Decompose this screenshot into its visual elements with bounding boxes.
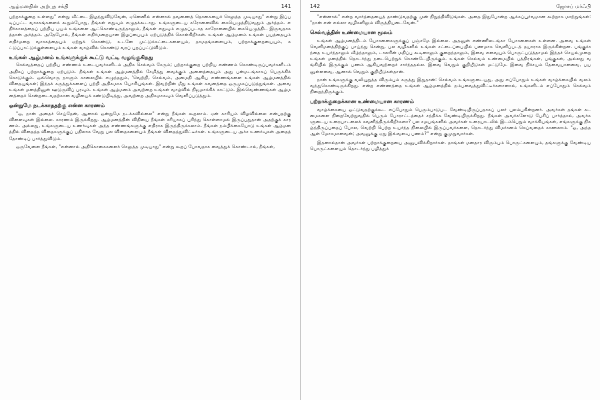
left-paragraph-4: ஒருவேளை நீங்கள், "என்னால் அதிகொகைகளைச் செலுத்த முடியாது" என்று கூறப் போவதாக வைத்துக் கொண்டால், நீங்கள், [16,144,275,150]
left-heading-1: உங்கள் ஆழ்மனம் உங்களுக்குக் கூட்டு வட்டி வழங்குகிறது [9,54,154,61]
left-paragraph-3: "ஒ, நான் அதைச் செய்தேன், ஆனால் ஒன்றுமே நடக்கவில்லை" என்று நீங்கள் கூறலாம். ஏன் காரியம் விழவில்லை என்பதற்கு விளைவுகள் இல்லை. காரணம் இருக்கிறது. ஆழ்மனத்தின் விதியை நீங்கள் சரியாகப் புரிந்து கொள்ளாமல் இருப்பதுதான் அதற்குக் காரணம். அல்லது, உங்களுடைய உணர்வுகள் அந்த எண்ணங்களுக்கு எதிராக இருந்திருக்கலாம். நீங்கள் நம்பிக்கையோடு உங்கள் ஆழ்மனத்தில் விதைத்த விதைகளுக்குப் பதிலாக வேறு பல விதைகளையும் நீங்கள் விதைத்துவிட்டீர்கள். உங்களுடைய அச்ச உணர்வுகள் அதைத் தோண்டிப் பார்த்துவிடும். [9,111,291,142]
left-paragraph-2: செல்வத்தைப் பற்றிய எண்ணம் உடையவர்களிடம் அதிக செல்வம் சேரும்; பற்றாக்குறை பற்றிய எண்ணம் கொண்டிருப்பவர்களிடம் அதிகப் பற்றாக்குறை ஏற்படும். நீங்கள் உங்கள் ஆழ்மனத்தில் சேமித்து வைக்கும் அனைத்தையும் அது பன்மடங்காகப் பெருக்கிக் கொடுக்கும். ஒவ்வொரு நாளும் காலையில் எழுந்ததும், 'வெற்றி, செல்வம், அமைதி ஆகிய எண்ணங்களை உங்கள் ஆழ்மனத்தில் விதையுங்கள்; இந்தக் கருத்துக்களைப் பற்றி அதிகமாக யோசியுங்கள். இவற்றின் மீது உங்கள் கவனத்தை ஒருமுகப்படுத்துங்கள். அவை உங்கள் மனத்தினுள் ஊடுருவிப் பரவும். உங்கள் ஆழ்மனம் அவற்றை உங்கள் வாழ்வில் நிஜமாக்கிக் காட்டும். இவ்வெண்ணங்கள் ஆழ்மனத்தைச் சென்றடைவதற்கான வழியைக் கண்டுபிடித்து, அவற்றை அதிகமாகவும் வெளிப்படுத்தும். [9,63,291,100]
right-paragraph-5: இதனால்தான் அவர்கள் பற்றாக்குறையை அனுபவிக்கிறார்கள். தாங்கள் மனதார விரும்பும் பொருட்களையும், தங்களுக்கு வேண்டிய பொருட்களையும் தொடர்ந்து பழித்துக் [310,140,591,152]
left-heading-2: ஒன்றுமே நடக்காததற்கு என்ன காரணம் [9,103,105,110]
left-paragraph-1: பற்றாக்குறை உள்ளது" என்று வீட்டை இழந்துவிடுவேன், ஏனெனில் என்னால் தவணைத் தொகையைச் செலுத்த முடியாது" என்று இப்படிப்பட்ட வாசகங்களைக் கூறும்போது, நீங்கள் எதுவும் எழுதக்கூடாது. உங்களுடைய கரோனைவில் கையெழுத்திடுவதும் அர்த்தம். எதிர்காலத்தைப் பற்றிய பயம் உங்களை ஆட்கொண்டிருந்தாலும், நீங்கள் எதுவும் எழுதப்படாத காரோனையில் கையெழுத்திட இருவதாகத்தான் அர்த்தம். அதேபோல், நீங்கள் எதிர்மறையான இழப்பையும் ஏற்படுத்திக் கொள்கிறீர்கள். உங்கள் ஆழ்மனம் உங்கள் பயத்தையும் எதிர்மறை வாசகத்தையும் ஏற்றுக் கொண்டு, உடனே முட்டுக்கட்டைகளையும், தாமதங்களையும், பற்றாக்குறையையும், கட்டுப்பாட்டுக்குள்ளையும் உங்கள் வாழ்வில் கொண்டு வரப் புறப்பட்டுவிடும். [9,15,291,51]
right-page [300,0,600,400]
right-paragraph-2: உங்கள் ஆழ்மனத்திடம் யோசனைகளுக்குப் பஞ்சமே இல்லை. அதனுள் எண்ணிலடங்கா யோசனைகள் உள்ளன. அவை உங்கள் வெளிமனத்திற்குப் பாய்ந்து சென்று, பல வழிகளில் உங்கள் சட்டைப்பையில் பணமாக வெளிப்படத் தயாராக இருக்கின்றன. பங்குச்சந்தை உயர்ந்தாலும் வீழ்ந்தாலும், டாலரின் மதிப்பு கூடினாலும் குறைந்தாலும், இவை எவையும் பொருட்படுத்தாமல் இந்தச் செயல்முறை உங்கள் மனத்தில் தொடர்ந்து நடைபெற்றுக் கொண்டேயிருக்கும். உங்கள் செல்வம் உண்மையில் பத்திரங்கள், பங்குகள், அல்லது வங்கியில் இருக்கும் பணம் ஆகியவற்றைச் சார்ந்ததல்ல. இவை வெறும் குறியீடுகள் மட்டுமே. இவை நிச்சயம் தேவையானவை, பயனுள்ளவை, ஆனால் வெறும் குறியீடுகள்தான். [310,38,591,75]
right-paragraph-3: நான் உங்களுக்கு வலியுறுத்த விரும்பும் கருத்து இதுதான்: செல்வம் உங்களுடையது, அது எப்போதும் உங்கள் வாழ்க்கையில் வலம் வந்துகொண்டிருக்கிறது. என்ற எண்ணத்தை உங்கள் ஆழ்மனத்தில் நம்பவைத்துவிட்டீர்களானால், உங்களிடம் எப்போதும் செல்வம் நிறைந்திருக்கும். [310,77,591,96]
right-page-number: 142 [310,4,320,10]
left-running-title: ஆழ்மனதின் அற்புத சக்தி [9,4,69,10]
left-running-head [9,4,291,12]
right-paragraph-1: "என்னால்" என்ற வார்த்தையைத் தாண்டுவதற்கு முன் நிறுத்திவிடுங்கள். அதை இதுபோன்ற ஆக்கப்பூர்வமான கூற்றாக மாற்றுங்கள்: "நான் என் எல்லா வழிகளிலும் விருத்தியடைவேன்." [310,15,591,27]
right-heading-2: பற்றாக்குறைக்கான உண்மையான காரணம் [310,99,414,106]
right-heading-1: செல்வத்தின் உண்மையான மூலம் [310,30,393,37]
right-running-title: ஜோசப் மர்ஃபி [556,4,591,10]
left-page-number: 141 [281,4,291,10]
right-running-head [310,4,591,12]
right-paragraph-4: வாழ்க்கையை ஓட்டுவதற்குக்கூட எப்போதும் பெரும்பாடுபட வேண்டியிருப்பதாகப் பலர் புலம்புகின்றனர். அவர்கள் தங்கள் கடமைகளை நிறைவேற்றுவதில் பெரும் போராட்டத்தைச் சந்திக்க வேண்டியிருக்கிறது. நீங்கள் அவர்களோடு பேசிப் பார்த்தால், அவர்களுடைய உரையாடலைக் கவனித்திருக்கிறீர்களா? பல சமயங்களில் அவர்கள் உரையாடலில் இடம்பெறும் வாக்கியங்கள், எங்களுக்கு நிகழ்ந்திருப்பதைப் போல, வெற்றி பெற்ற உயர்ந்த நிலையில் இருப்பவர்களை, தொடர்ந்து விமர்சனம் செய்வதைக் காணலாம். "ஓ, அந்த ஆள் மோசமானவன்; அவனுக்கு ஏது இவ்வளவு பணம்?" என்று குமுறுவார்கள். [310,107,591,138]
